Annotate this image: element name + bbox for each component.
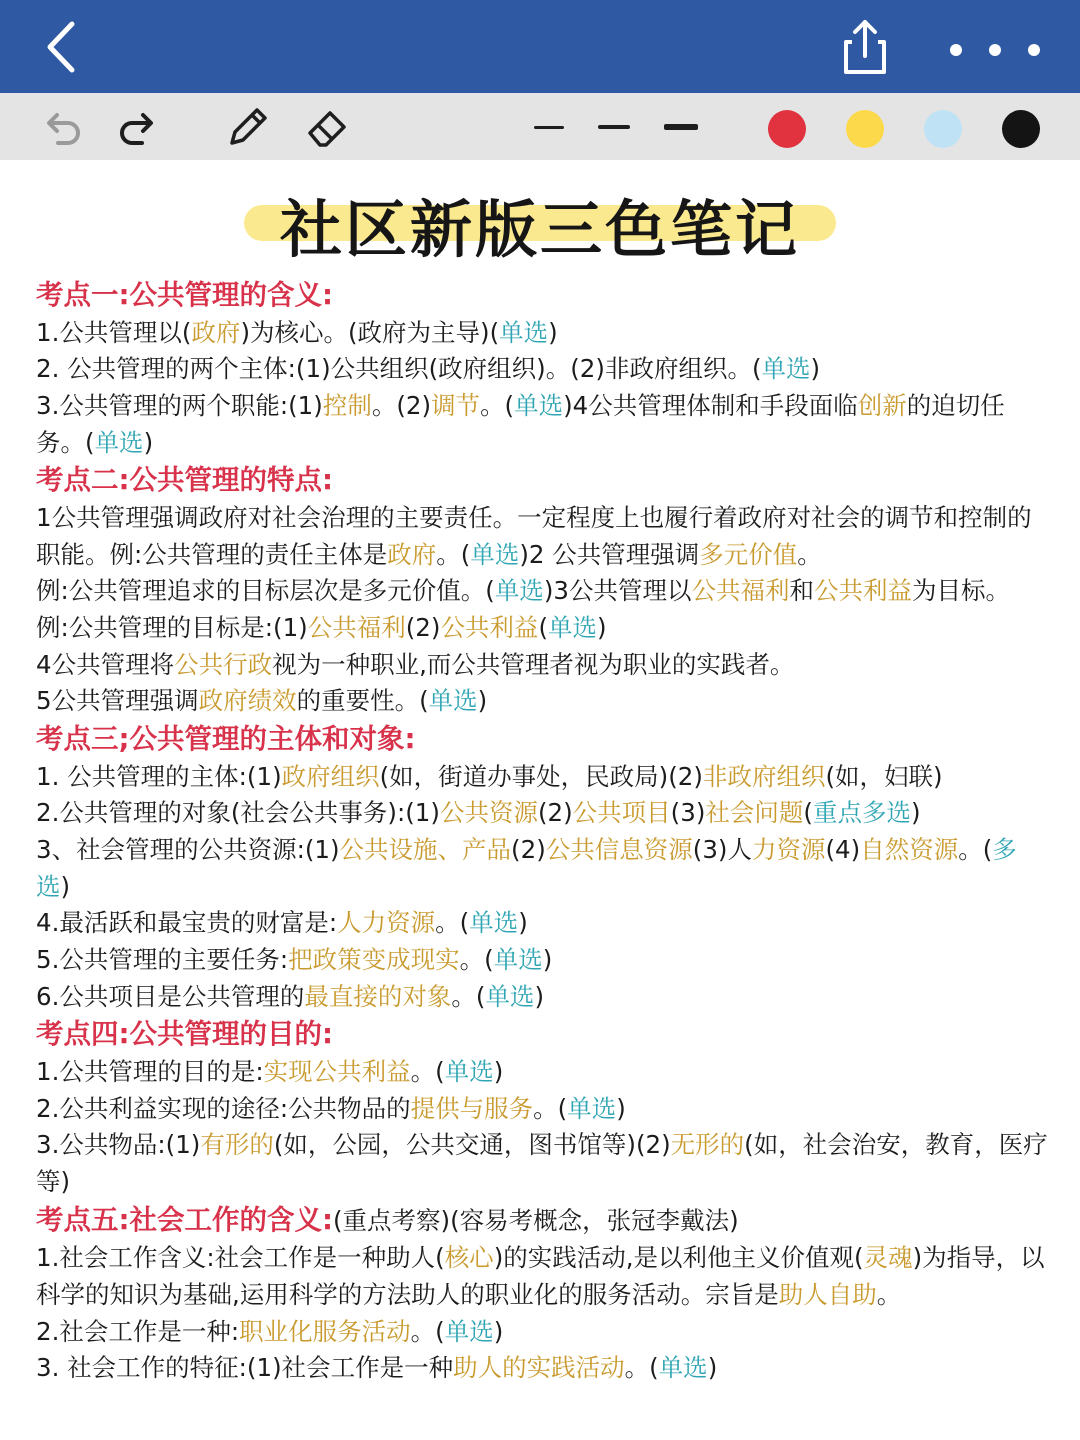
plain-text: ): [810, 354, 821, 384]
note-line: [36, 1127, 1048, 1200]
plain-text: )为核心。(政府为主导)(: [240, 317, 500, 347]
plain-text: ): [493, 1316, 504, 1346]
keyword-text: 把政策变成现实: [288, 945, 460, 975]
plain-text: 2.社会工作是一种:: [36, 1316, 240, 1346]
note-line: [36, 573, 1048, 610]
note-line: [36, 500, 1048, 573]
question-type-tag: 单选: [494, 576, 544, 606]
plain-text: ): [597, 612, 607, 642]
share-icon: [832, 14, 898, 80]
keyword-text: 多元价值: [699, 539, 798, 569]
undo-button[interactable]: [36, 101, 88, 153]
note-line: [36, 1350, 1048, 1387]
red-color-swatch[interactable]: [768, 110, 806, 148]
plain-text: (3)人: [692, 834, 752, 864]
keyword-text: 公共福利: [307, 612, 406, 642]
plain-text: 。: [876, 1279, 902, 1309]
note-line: [36, 1054, 1048, 1091]
back-button[interactable]: [34, 14, 94, 80]
plain-text: 3.公共管理的两个职能:(1): [36, 390, 323, 420]
pencil-button[interactable]: [222, 101, 274, 153]
pencil-icon: [222, 101, 274, 153]
plain-text: 。(: [410, 1316, 445, 1346]
keyword-text: 创新: [857, 390, 907, 420]
note-canvas: [0, 160, 1080, 1440]
question-type-tag: 单选: [444, 1056, 494, 1086]
plain-text: 。: [797, 539, 822, 569]
plain-text: 4.最活跃和最宝贵的财富是:: [36, 908, 338, 938]
question-type-tag: 重点多选: [812, 798, 911, 828]
question-type-tag: 单选: [444, 1316, 494, 1346]
question-type-tag: 单选: [567, 1093, 617, 1123]
black-color-swatch[interactable]: [1002, 110, 1040, 148]
keyword-text: 公共设施、产品: [339, 834, 512, 864]
more-options-button[interactable]: [936, 24, 1048, 74]
keyword-text: 无形的: [670, 1130, 745, 1160]
question-type-tag: 单选: [514, 390, 564, 420]
plain-text: 。(: [624, 1353, 659, 1383]
question-type-tag: 单选: [658, 1353, 708, 1383]
question-type-tag: 单选: [428, 686, 478, 716]
plain-text: 视为一种职业,而公共管理者视为职业的实践者。: [272, 649, 795, 679]
plain-text: (2): [537, 798, 573, 828]
plain-text: (4): [825, 834, 861, 864]
keyword-text: 公共利益: [813, 576, 912, 606]
plain-text: (3): [670, 798, 706, 828]
note-line: [36, 388, 1048, 461]
keyword-text: 调节: [431, 390, 481, 420]
question-type-tag: 单选: [94, 427, 144, 457]
undo-icon: [36, 101, 88, 153]
plain-text: 。(: [410, 1056, 445, 1086]
plain-text: 。(: [435, 908, 470, 938]
plain-text: 。(: [533, 1093, 568, 1123]
plain-text: 3.公共物品:(1): [36, 1130, 201, 1160]
note-line: [36, 683, 1048, 720]
keyword-text: 公共信息资源: [545, 834, 693, 864]
section-heading-note: (重点考察)(容易考概念，张冠李戴法): [333, 1205, 739, 1235]
section-heading: 考点一:公共管理的含义:: [36, 279, 333, 311]
keyword-text: 力资源: [751, 834, 826, 864]
plain-text: ): [60, 871, 71, 901]
keyword-text: 人力资源: [337, 908, 436, 938]
keyword-text: 实现公共利益: [263, 1056, 411, 1086]
note-line: [36, 1314, 1048, 1351]
plain-text: (如，街道办事处，民政局)(2): [379, 761, 703, 791]
plain-text: 例:公共管理的目标是:(1): [36, 612, 308, 642]
keyword-text: 政府组织: [281, 761, 380, 791]
stroke-medium-option[interactable]: [598, 125, 630, 129]
more-dots-icon: [936, 24, 1048, 74]
plain-text: 6.公共项目是公共管理的: [36, 981, 305, 1011]
plain-text: )的实践活动,是以利他主义价值观(: [493, 1243, 864, 1273]
plain-text: ): [518, 908, 528, 938]
question-type-tag: 单选: [493, 945, 543, 975]
note-line: [36, 832, 1048, 905]
note-line: [36, 647, 1048, 684]
note-line: [36, 1240, 1048, 1313]
keyword-text: 自然资源: [860, 834, 959, 864]
eraser-button[interactable]: [302, 101, 354, 153]
plain-text: (: [803, 798, 813, 828]
yellow-color-swatch[interactable]: [846, 110, 884, 148]
plain-text: ): [707, 1353, 718, 1383]
eraser-icon: [302, 101, 354, 153]
keyword-text: 提供与服务: [410, 1093, 534, 1123]
plain-text: 4公共管理将: [36, 649, 175, 679]
redo-icon: [112, 101, 164, 153]
keyword-text: 职业化服务活动: [239, 1316, 411, 1346]
share-button[interactable]: [832, 14, 898, 80]
plain-text: 。(: [480, 390, 515, 420]
keyword-text: 助人自助: [778, 1279, 877, 1309]
section-heading: 考点四:公共管理的目的:: [36, 1018, 333, 1051]
plain-text: )3公共管理以: [543, 576, 692, 606]
plain-text: 和: [789, 576, 814, 606]
plain-text: )2 公共管理强调: [519, 539, 700, 569]
note-line: [36, 610, 1048, 647]
note-body: [36, 276, 1048, 1387]
note-line: [36, 979, 1048, 1016]
keyword-text: 政府: [387, 539, 437, 569]
keyword-text: 灵魂: [863, 1243, 913, 1273]
note-line: [36, 942, 1048, 979]
question-type-tag: 单选: [469, 908, 519, 938]
plain-text: 。(: [436, 539, 471, 569]
keyword-text: 助人的实践活动: [453, 1353, 625, 1383]
plain-text: 例:公共管理追求的目标层次是多元价值。(: [36, 576, 495, 606]
keyword-text: 公共福利: [691, 576, 790, 606]
plain-text: 1公共管理强调政府对社会治理的主要责任。一定程度上也履行着政府对社会的调节和控制的职能。例:公共管理的责任主体是: [36, 502, 1032, 569]
note-line: [36, 315, 1048, 352]
stroke-thick-option[interactable]: [664, 124, 698, 130]
plain-text: 2.公共利益实现的途径:公共物品的: [36, 1093, 411, 1123]
keyword-text: 公共利益: [440, 612, 539, 642]
plain-text: ): [542, 945, 553, 975]
question-type-tag: 单选: [548, 612, 597, 642]
plain-text: 。(: [958, 834, 993, 864]
plain-text: 。(: [459, 945, 494, 975]
keyword-text: 公共资源: [439, 798, 538, 828]
stroke-thin-option[interactable]: [534, 126, 564, 129]
plain-text: ): [616, 1093, 626, 1123]
plain-text: ): [534, 981, 544, 1011]
plain-text: 。(: [451, 981, 486, 1011]
plain-text: ): [910, 798, 921, 828]
redo-button[interactable]: [112, 101, 164, 153]
plain-text: 2.公共管理的对象(社会公共事务):(1): [36, 798, 440, 828]
plain-text: 3. 社会工作的特征:(1)社会工作是一种: [36, 1353, 454, 1383]
plain-text: ): [477, 686, 488, 716]
chevron-left-icon: [34, 14, 94, 80]
keyword-text: 公共项目: [572, 798, 671, 828]
plain-text: 为目标。: [911, 576, 1010, 606]
plain-text: 5公共管理强调: [36, 686, 199, 716]
note-line: [36, 1091, 1048, 1128]
keyword-text: 社会问题: [705, 798, 804, 828]
keyword-text: 控制: [322, 390, 372, 420]
note-title: 社区新版三色笔记: [279, 193, 800, 266]
keyword-text: 政府绩效: [198, 686, 297, 716]
question-type-tag: 多选: [36, 834, 1017, 901]
note-line: [36, 905, 1048, 942]
keyword-text: 非政府组织: [702, 761, 826, 791]
keyword-text: 政府: [191, 317, 241, 347]
keyword-text: 核心: [444, 1243, 494, 1273]
plain-text: 3、社会管理的公共资源:(1): [36, 834, 340, 864]
light-blue-color-swatch[interactable]: [924, 110, 962, 148]
plain-text: )4公共管理体制和手段面临: [563, 390, 858, 420]
note-line: [36, 351, 1048, 388]
plain-text: 1.社会工作含义:社会工作是一种助人(: [36, 1243, 445, 1273]
top-app-bar: [0, 0, 1080, 93]
plain-text: ): [143, 427, 154, 457]
section-heading: 考点二:公共管理的特点:: [36, 464, 333, 497]
plain-text: ): [493, 1056, 504, 1086]
plain-text: 1.公共管理的目的是:: [36, 1056, 264, 1086]
question-type-tag: 单选: [485, 981, 535, 1011]
plain-text: 。(2): [371, 390, 432, 420]
note-line: [36, 759, 1048, 796]
plain-text: 2. 公共管理的两个主体:(1)公共组织(政府组织)。(2)非政府组织。(: [36, 354, 762, 384]
section-heading: 考点三;公共管理的主体和对象:: [36, 723, 416, 756]
plain-text: (2): [405, 612, 441, 642]
plain-text: 的迫切任务。(: [36, 390, 1005, 457]
plain-text: (: [538, 612, 548, 642]
plain-text: 5.公共管理的主要任务:: [36, 945, 289, 975]
plain-text: )为指导，以科学的知识为基础,运用科学的方法助人的职业化的服务活动。宗旨是: [36, 1243, 1045, 1309]
plain-text: (如，公园，公共交通，图书馆等)(2): [273, 1130, 671, 1160]
plain-text: 的重要性。(: [296, 686, 429, 716]
keyword-text: 有形的: [200, 1130, 274, 1160]
note-line: [36, 795, 1048, 832]
keyword-text: 公共行政: [174, 649, 273, 679]
keyword-text: 最直接的对象: [304, 981, 452, 1011]
plain-text: 1. 公共管理的主体:(1): [36, 761, 282, 791]
section-heading: 考点五:社会工作的含义:(重点考察)(容易考概念，张冠李戴法): [36, 1203, 739, 1236]
question-type-tag: 单选: [470, 539, 520, 569]
plain-text: 1.公共管理以(: [36, 317, 192, 347]
question-type-tag: 单选: [499, 317, 549, 347]
plain-text: (如，社会治安，教育，医疗等): [36, 1130, 1048, 1197]
question-type-tag: 单选: [761, 354, 811, 384]
plain-text: (如，妇联): [825, 761, 943, 791]
drawing-toolbar: [0, 93, 1080, 160]
plain-text: ): [548, 317, 558, 347]
plain-text: (2): [511, 834, 546, 864]
